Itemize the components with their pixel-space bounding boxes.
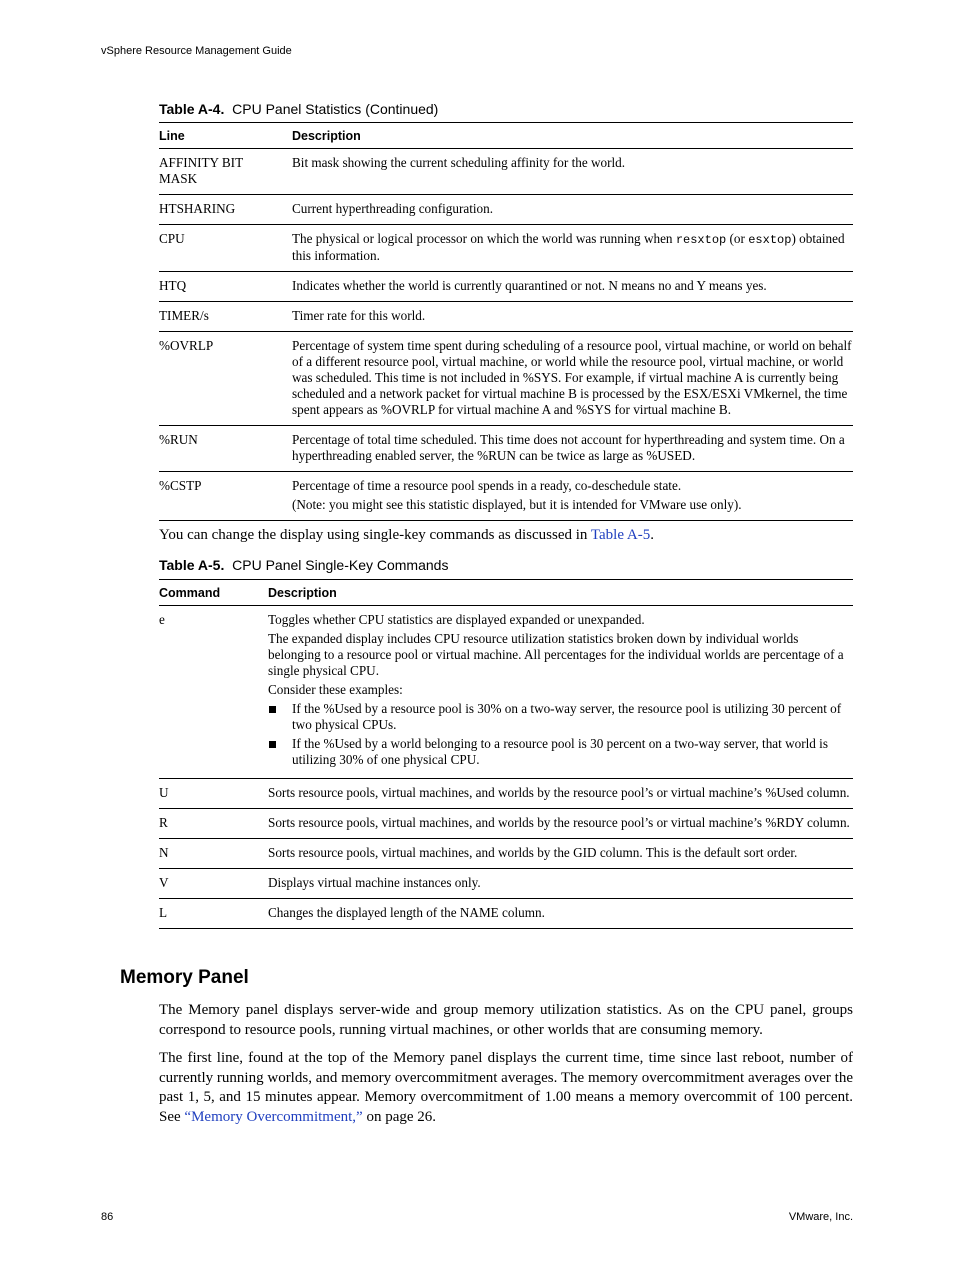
table-row <box>159 779 853 809</box>
memory-overcommitment-link[interactable]: “Memory Overcommitment,” <box>184 1108 363 1125</box>
table-a4-caption <box>159 101 438 117</box>
table-row <box>159 149 853 195</box>
row-description: The physical or logical processor on which the world was running when resxtop (or esxtop) obtained this information. <box>292 225 853 272</box>
table-a5-link[interactable]: Table A-5 <box>590 527 651 543</box>
table-row <box>159 606 853 779</box>
row-description: Displays virtual machine instances only. <box>268 869 853 899</box>
memory-panel-paragraph-2: The first line, found at the top of the Memory panel displays the current time, time since last reboot, number of currently running worlds, and memory overcommitment averages. The memory overcommitment averages over the past 1, 5, and 15 minutes appear. Memory overcommitment of 1.00 means a memory overcommit of 100 percent. See “Memory Overcommitment,” on page 26. <box>159 1050 853 1125</box>
table-row <box>159 272 853 302</box>
table-row <box>159 302 853 332</box>
caption-label: Table A-4. <box>159 101 225 117</box>
table-row <box>159 426 853 472</box>
column-header-command: Command <box>159 580 268 606</box>
row-description: Current hyperthreading configuration. <box>292 195 853 225</box>
table-a5-caption <box>159 557 448 573</box>
row-command: N <box>159 839 268 869</box>
table-row <box>159 225 853 272</box>
row-command: e <box>159 606 268 779</box>
table-row <box>159 869 853 899</box>
row-description: Percentage of time a resource pool spends in a ready, co-deschedule state. (Note: you might see this statistic displayed, but it is intended for VMware use only). <box>292 472 853 521</box>
table-row <box>159 809 853 839</box>
row-line: %CSTP <box>159 472 292 521</box>
bullet-square-icon <box>269 741 276 748</box>
table-header-row <box>159 580 853 606</box>
table-a4 <box>159 122 853 521</box>
row-description: Changes the displayed length of the NAME column. <box>268 899 853 929</box>
table-header-row <box>159 123 853 149</box>
row-command: R <box>159 809 268 839</box>
row-line: HTQ <box>159 272 292 302</box>
section-heading-memory-panel: Memory Panel <box>120 967 249 988</box>
bullet-item: If the %Used by a resource pool is 30% on a two-way server, the resource pool is utilizing 30 percent of two physical CPUs. <box>268 701 853 733</box>
table-row <box>159 839 853 869</box>
code-esxtop: esxtop <box>748 233 792 247</box>
row-description: Percentage of system time spent during scheduling of a resource pool, virtual machine, or world on behalf of a different resource pool, virtual machine, or world while the resource pool, virtual machine, or world was scheduled. This time is not included in %SYS. For example, if virtual machine A is currently being scheduled and a network packet for virtual machine B is processed by the ESX/ESXi VMkernel, the time spent appears as %OVRLP for virtual machine A and %SYS for virtual machine B. <box>292 332 853 426</box>
table-row <box>159 472 853 521</box>
row-description: Indicates whether the world is currently quarantined or not. N means no and Y means yes. <box>292 272 853 302</box>
table-a5 <box>159 579 853 929</box>
row-description: Toggles whether CPU statistics are displayed expanded or unexpanded. The expanded display includes CPU resource utilization statistics broken down by individual worlds belonging to a resource pool or virtual machine. All percentages for the individual worlds are percentage of a single physical CPU. Consider these examples: If the %Used by a resource pool is 30% on a two-way server, the resource pool is utilizing 30 percent of two physical CPUs. If the %Used by a world belonging to a resource pool is 30 percent on a two-way server, that world is utilizing 30% of one physical CPU. <box>268 606 853 779</box>
caption-label: Table A-5. <box>159 557 225 573</box>
row-description: Percentage of total time scheduled. This time does not account for hyperthreading and system time. On a hyperthreading enabled server, the %RUN can be twice as large as %USED. <box>292 426 853 472</box>
memory-panel-paragraph-1: The Memory panel displays server-wide and group memory utilization statistics. As on the CPU panel, groups correspond to resource pools, running virtual machines, or other worlds that are consuming memory. <box>159 1002 853 1038</box>
table-a5-intro: You can change the display using single-key commands as discussed in Table A-5. <box>159 527 654 543</box>
caption-text: CPU Panel Single-Key Commands <box>232 557 449 573</box>
bullet-item: If the %Used by a world belonging to a resource pool is 30 percent on a two-way server, that world is utilizing 30% of one physical CPU. <box>268 736 853 768</box>
bullet-square-icon <box>269 706 276 713</box>
row-description: Sorts resource pools, virtual machines, and worlds by the resource pool’s or virtual machine’s %Used column. <box>268 779 853 809</box>
row-command: U <box>159 779 268 809</box>
row-line: %RUN <box>159 426 292 472</box>
row-command: L <box>159 899 268 929</box>
code-resxtop: resxtop <box>675 233 727 247</box>
company-footer: VMware, Inc. <box>788 1211 853 1223</box>
row-line: HTSHARING <box>159 195 292 225</box>
column-header-line: Line <box>159 123 292 149</box>
table-row <box>159 195 853 225</box>
row-description: Sorts resource pools, virtual machines, and worlds by the GID column. This is the default sort order. <box>268 839 853 869</box>
row-description: Bit mask showing the current scheduling affinity for the world. <box>292 149 853 195</box>
row-description: Sorts resource pools, virtual machines, and worlds by the resource pool’s or virtual machine’s %RDY column. <box>268 809 853 839</box>
running-header: vSphere Resource Management Guide <box>101 45 292 57</box>
column-header-description: Description <box>268 580 853 606</box>
table-row <box>159 899 853 929</box>
table-row <box>159 332 853 426</box>
row-line: CPU <box>159 225 292 272</box>
column-header-description: Description <box>292 123 853 149</box>
row-line: TIMER/s <box>159 302 292 332</box>
row-line: %OVRLP <box>159 332 292 426</box>
caption-text: CPU Panel Statistics (Continued) <box>232 101 439 117</box>
row-description: Timer rate for this world. <box>292 302 853 332</box>
page-number: 86 <box>101 1211 114 1223</box>
row-command: V <box>159 869 268 899</box>
row-line: AFFINITY BIT MASK <box>159 149 292 195</box>
